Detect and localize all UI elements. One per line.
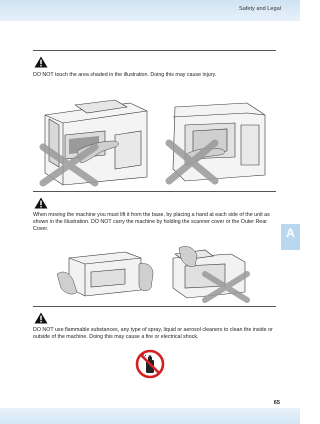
warning-text: DO NOT use flammable substances, any type of spray, liquid or aerosol cleaners to clean the inside or outside of the machine. Doing this may cause a fire or electrical shock.	[33, 327, 273, 341]
divider	[33, 191, 276, 192]
warning-triangle-icon	[34, 197, 48, 209]
illustration-lifting-machine	[55, 244, 255, 300]
warning-text: DO NOT touch the area shaded in the illustration. Doing this may cause injury.	[33, 72, 217, 78]
warning-text: When moving the machine you must lift it from the base, by placing a hand at each side of the unit as shown in the illustration. DO NOT carry the machine by holding the scanner cover or the Outer Rear Cover.	[33, 212, 270, 233]
divider	[33, 50, 276, 51]
divider	[33, 306, 276, 307]
appendix-tab-letter: A	[286, 226, 295, 240]
no-spray-icon	[135, 349, 165, 379]
footer-band	[0, 408, 300, 424]
section-title: Safety and Legal	[239, 6, 281, 12]
page-number: 65	[273, 400, 280, 406]
illustration-do-not-touch	[35, 95, 275, 185]
warning-triangle-icon	[34, 312, 48, 324]
warning-triangle-icon	[34, 56, 48, 68]
